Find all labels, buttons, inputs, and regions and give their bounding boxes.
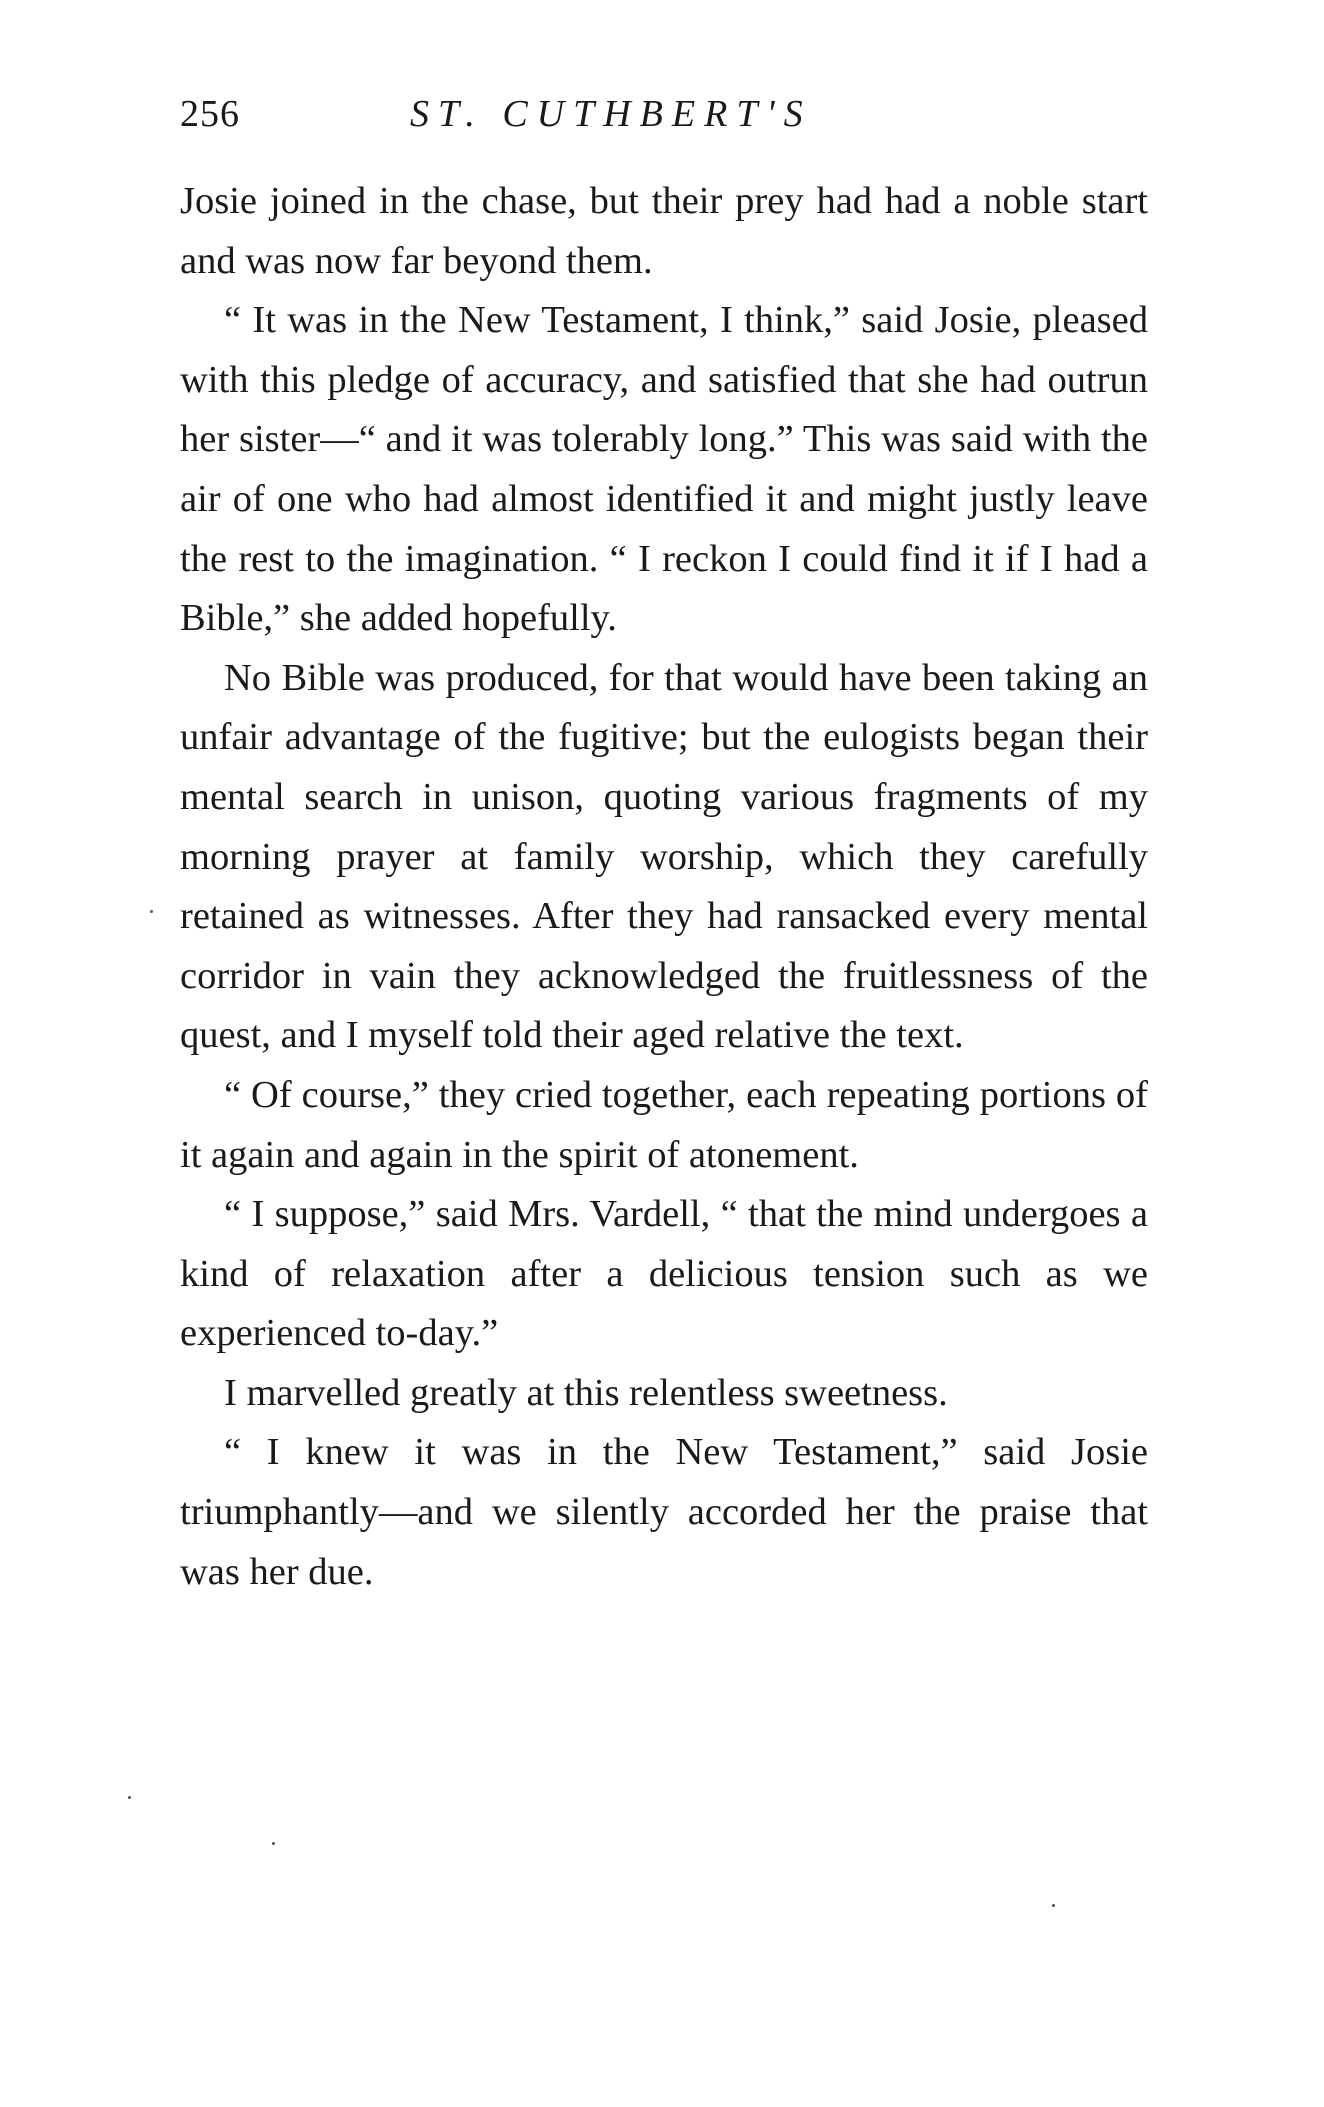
page-header <box>180 92 1160 152</box>
paper-speck <box>1052 1904 1055 1907</box>
paragraph: No Bible was produced, for that would have been taking an unfair advantage of the fugitive; but the eulogists began their mental search in unison, quoting various fragments of my morning prayer at family worship, which they carefully retained as witnesses. After they had ransacked every mental corridor in vain they acknowledged the fruitlessness of the quest, and I myself told their aged relative the text. <box>180 656 1148 1057</box>
paragraph: “ Of course,” they cried together, each repeating portions of it again and again in the spirit of atonement. <box>180 1073 1148 1176</box>
paragraph: I marvelled greatly at this relentless sweetness. <box>224 1371 948 1414</box>
paper-speck <box>150 910 153 913</box>
page-number: 256 <box>180 93 240 135</box>
running-head: ST. CUTHBERT'S <box>410 93 812 135</box>
paragraph: “ I suppose,” said Mrs. Vardell, “ that the mind undergoes a kind of relaxation after a delicious tension such as we experienced to-day.” <box>180 1193 1148 1355</box>
paper-speck <box>272 1842 275 1845</box>
paragraph: “ I knew it was in the New Testament,” said Josie triumphantly—and we silently accorded her the praise that was her due. <box>180 1431 1148 1593</box>
paper-speck <box>128 1796 131 1799</box>
paragraph: “ It was in the New Testament, I think,” said Josie, pleased with this pledge of accuracy, and satisfied that she had outrun her sister—“ and it was tolerably long.” This was said with the air of one who had almost identified it and might justly leave the rest to the imagination. “ I reckon I could find it if I had a Bible,” she added hopefully. <box>180 299 1148 640</box>
paragraph: Josie joined in the chase, but their prey had had a noble start and was now far beyond them. <box>180 180 1148 282</box>
body-text <box>180 172 1148 1602</box>
